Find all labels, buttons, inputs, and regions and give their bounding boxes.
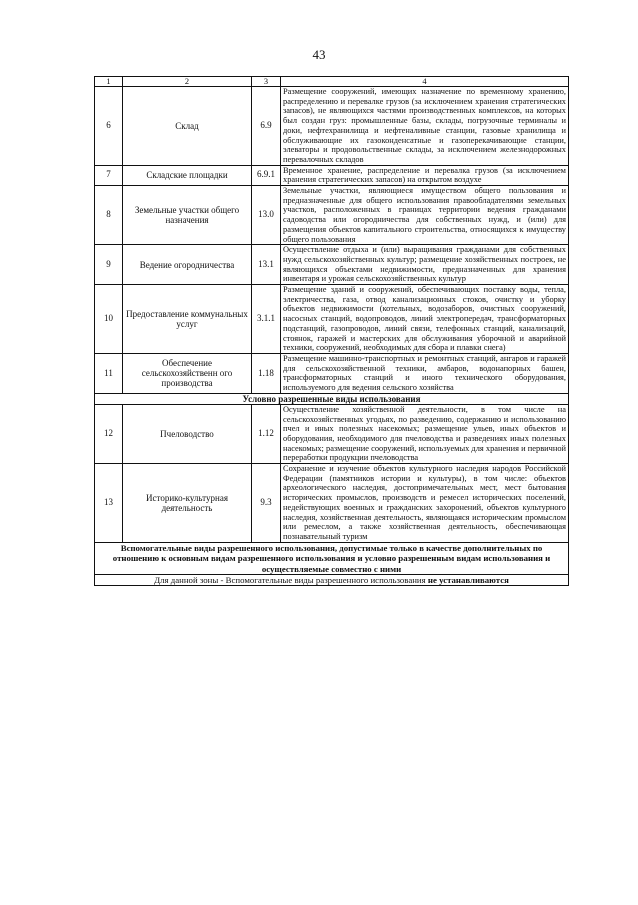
row-number: 7	[95, 165, 123, 185]
use-description: Временное хранение, распределение и перевалка грузов (за исключением хранения стратегических запасов) на открытом воздухе	[281, 165, 569, 185]
use-name: Склад	[123, 87, 252, 166]
aux-note-bold: не устанавливаются	[427, 575, 509, 586]
use-description: Сохранение и изучение объектов культурного наследия народов Российской Федерации (памятников истории и культуры), в том числе: объектов археологического наследия, достопримечательных мест, мест бытования исторических промыслов, производств и ремесел исторических поселений, недействующих военных и гражданских захоронений, объектов культурного наследия, хозяйственная деятельность, являющаяся историческим промыслом или ремеслом, а также хозяйственная деятельность, обеспечивающая познавательный туризм	[281, 464, 569, 543]
use-description: Размещение машинно-транспортных и ремонтных станций, ангаров и гаражей для сельскохозяйственной техники, амбаров, водонапорных башен, трансформаторных станций и иного технического оборудования, используемого для ведения сельского хозяйства	[281, 353, 569, 393]
header-col-4: 4	[281, 77, 569, 87]
aux-note-row	[95, 575, 569, 586]
use-code: 1.12	[252, 404, 281, 463]
use-description: Земельные участки, являющиеся имуществом общего пользования и предназначенные для общего использования правообладателями земельных участков, расположенных в границах территории ведения гражданами садоводства или огородничества для собственных нужд, и (или) для размещения объектов капитального строительства, относящихся к имуществу общего пользования	[281, 186, 569, 245]
row-number: 12	[95, 404, 123, 463]
use-code: 9.3	[252, 464, 281, 543]
use-name: Земельные участки общего назначения	[123, 186, 252, 245]
auxiliary-uses-heading: Вспомогательные виды разрешенного использования, допустимые только в качестве дополнительных по отношению к основным видам разрешенного использования и условно разрешенным видам использования и осуществляемые совместно с ними	[95, 542, 569, 575]
use-code: 6.9.1	[252, 165, 281, 185]
header-col-3: 3	[252, 77, 281, 87]
row-number: 11	[95, 353, 123, 393]
use-name: Обеспечение сельскохозяйственн ого производства	[123, 353, 252, 393]
auxiliary-uses-note	[95, 575, 569, 586]
use-code: 3.1.1	[252, 285, 281, 354]
use-name: Складские площадки	[123, 165, 252, 185]
use-code: 13.1	[252, 245, 281, 285]
use-name: Ведение огородничества	[123, 245, 252, 285]
aux-heading-row	[95, 542, 569, 575]
use-description: Размещение зданий и сооружений, обеспечивающих поставку воды, тепла, электричества, газа, отвод канализационных стоков, очистку и уборку объектов недвижимости (котельных, водозаборов, очистных сооружений, насосных станций, водопроводов, линий электропередач, трансформаторных подстанций, газопроводов, линий связи, телефонных станций, канализаций, стоянок, гаражей и мастерских для обслуживания уборочной и аварийной техники, сооружений, необходимых для сбора и плавки снега)	[281, 285, 569, 354]
row-number: 9	[95, 245, 123, 285]
use-description: Размещение сооружений, имеющих назначение по временному хранению, распределению и перевалке грузов (за исключением хранения стратегических запасов), не являющихся частями производственных комплексов, на которых был создан груз: промышленные базы, склады, погрузочные терминалы и доки, нефтехранилища и нефтеналивные станции, газовые хранилища и обслуживающие их газоконденсатные и газоперекачивающие станции, элеваторы и продовольственные склады, за исключением железнодорожных перевалочных складов	[281, 87, 569, 166]
header-col-1: 1	[95, 77, 123, 87]
use-name: Предоставление коммунальных услуг	[123, 285, 252, 354]
header-row	[95, 77, 569, 87]
table-row	[95, 464, 569, 543]
row-number: 6	[95, 87, 123, 166]
use-description: Осуществление хозяйственной деятельности, в том числе на сельскохозяйственных угодьях, по разведению, содержанию и использованию пчел и иных полезных насекомых; размещение ульев, иных объектов и оборудования, необходимого для пчеловодства и разведениях иных полезных насекомых; размещение сооружений, используемых для хранения и первичной переработки продукции пчеловодства	[281, 404, 569, 463]
use-code: 13.0	[252, 186, 281, 245]
conditional-uses-heading: Условно разрешенные виды использования	[95, 393, 569, 404]
table-row	[95, 245, 569, 285]
aux-note-prefix: Для данной зоны - Вспомогательные виды разрешенного использования	[154, 575, 428, 586]
main-uses-body	[95, 87, 569, 394]
use-name: Историко-культурная деятельность	[123, 464, 252, 543]
row-number: 8	[95, 186, 123, 245]
table-row	[95, 353, 569, 393]
row-number: 10	[95, 285, 123, 354]
use-code: 6.9	[252, 87, 281, 166]
table-row	[95, 404, 569, 463]
table-row	[95, 285, 569, 354]
use-code: 1.18	[252, 353, 281, 393]
row-number: 13	[95, 464, 123, 543]
table-row	[95, 165, 569, 185]
section-heading-row	[95, 393, 569, 404]
use-name: Пчеловодство	[123, 404, 252, 463]
table-row	[95, 87, 569, 166]
use-description: Осуществление отдыха и (или) выращивания гражданами для собственных нужд сельскохозяйственных культур; размещение хозяйственных построек, не являющихся объектами недвижимости, предназначенных для хранения инвентаря и урожая сельскохозяйственных культур	[281, 245, 569, 285]
header-col-2: 2	[123, 77, 252, 87]
land-use-table	[94, 76, 569, 586]
page-number: 43	[312, 47, 326, 62]
conditional-uses-body	[95, 404, 569, 542]
table-row	[95, 186, 569, 245]
